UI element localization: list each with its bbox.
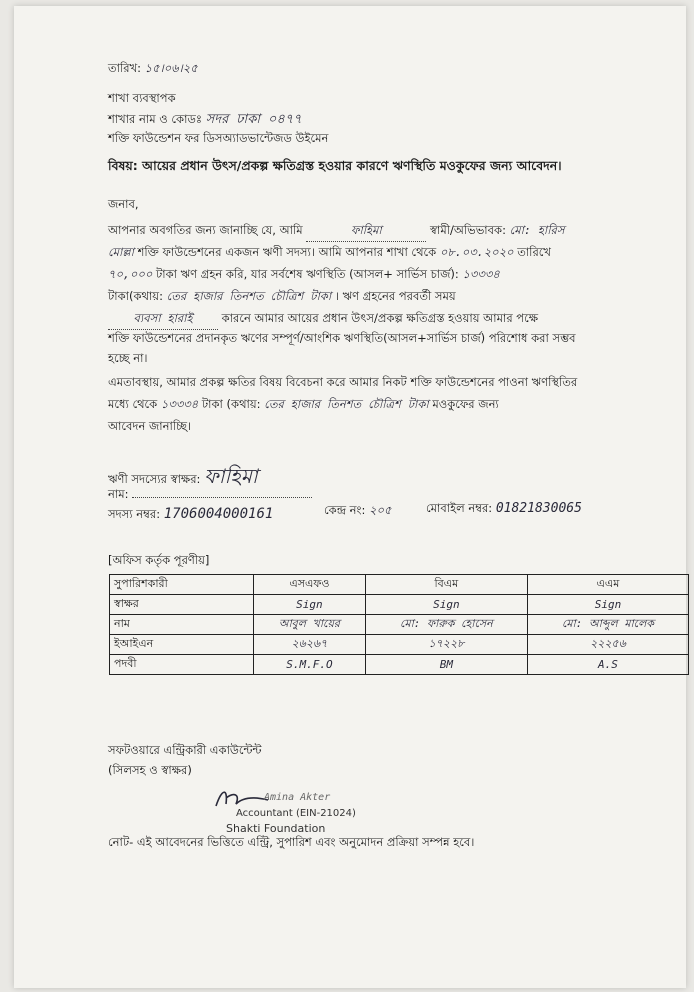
waive-words: তের হাজার তিনশত চৌত্রিশ টাকা [264, 397, 429, 411]
member-name-line [108, 486, 312, 505]
text-segment: মধ্যে থেকে [108, 397, 158, 411]
designation-cell: BM [365, 655, 527, 675]
body-line-6: শক্তি ফাউন্ডেশনের প্রদানকৃত ঋণের সম্পূর্ণ/আংশিক ঋণস্থিতি(আসল+সার্ভিস চার্জ) পরিশোধ করা সম্ভব [108, 331, 576, 345]
text-segment: টাকা (কথায়: [201, 397, 261, 411]
mobile-line [426, 500, 582, 519]
text-segment: তারিখে [517, 245, 551, 259]
text-segment: কারনে আমার আয়ের প্রধান উৎস/প্রকল্প ক্ষতিগ্রস্ত হওয়ায় আমার পক্ষে [221, 311, 539, 325]
body-line-9 [108, 396, 499, 415]
office-signature-table [109, 574, 689, 675]
reason: ব্যবসা হারাই [108, 310, 218, 330]
header-cell: এএম [527, 575, 688, 595]
branch-line [108, 110, 302, 131]
ein-cell: ২৬২৬৭ [254, 635, 366, 655]
body-line-10: আবেদন জানাচ্ছি। [108, 419, 192, 433]
signature-cell: Sign [527, 595, 688, 615]
accountant-line-2: (সিলসহ ও স্বাক্ষর) [108, 763, 192, 777]
table-row [110, 615, 689, 635]
name-label: নাম: [108, 487, 129, 501]
branch-label: শাখার নাম ও কোডঃ [108, 112, 203, 126]
designation-cell: A.S [527, 655, 688, 675]
mobile-value: 01821830065 [495, 501, 582, 516]
footnote: নোট- এই আবেদনের ভিত্তিতে এন্ট্রি, সুপারিশ এবং অনুমোদন প্রক্রিয়া সম্পন্ন হবে। [108, 835, 475, 849]
body-line-7: হচ্ছে না। [108, 351, 148, 365]
office-section-label: [অফিস কর্তৃক পূরণীয়] [108, 553, 210, 567]
text-segment: মওকুফের জন্য [432, 397, 499, 411]
name-cell: আবুল খায়ের [254, 615, 366, 635]
row-label: পদবী [110, 655, 254, 675]
text-segment: আপনার অবগতির জন্য জানাচ্ছি যে, আমি [108, 223, 303, 237]
ein-cell: ২২২৫৬ [527, 635, 688, 655]
stamp-title: Accountant (EIN-21024) [236, 808, 356, 819]
signature-cell: Sign [365, 595, 527, 615]
name-dotted-line [132, 497, 312, 498]
guardian-name: মো: হারিস [509, 223, 565, 237]
designation-cell: S.M.F.O [254, 655, 366, 675]
loan-amount: ৭০,০০০ [108, 267, 153, 281]
table-header-row [110, 575, 689, 595]
ein-cell: ১৭২২৮ [365, 635, 527, 655]
table-row [110, 595, 689, 615]
member-no-value: 1706004000161 [163, 506, 274, 522]
subject: বিষয়: আয়ের প্রধান উৎস/প্রকল্প ক্ষতিগ্রস্ত হওয়ার কারণে ঋণস্থিতি মওকুফের জন্য আবেদন। [108, 158, 562, 173]
center-line [324, 502, 391, 521]
member-number-line [108, 506, 273, 525]
body-line-1 [108, 222, 564, 242]
header-cell: বিএম [365, 575, 527, 595]
accountant-line-1: সফটওয়ারে এন্ট্রিকারী একাউন্টেন্ট [108, 743, 262, 757]
body-line-3 [108, 266, 500, 285]
guardian-name-cont: মোল্লা [108, 245, 134, 259]
body-line-4 [108, 288, 456, 307]
balance-words: তের হাজার তিনশত চৌত্রিশ টাকা [166, 289, 332, 303]
center-value: ২০৫ [369, 503, 392, 517]
mobile-label: মোবাইল নম্বর: [426, 501, 493, 515]
table-row [110, 635, 689, 655]
body-line-5 [108, 310, 538, 330]
date-label: তারিখ: [108, 61, 142, 75]
body-line-8: এমতাবস্থায়, আমার প্রকল্প ক্ষতির বিষয় বিবেচনা করে আমার নিকট শক্তি ফাউন্ডেশনের পাওনা ঋণস্থিতির [108, 375, 578, 389]
application-form [14, 6, 686, 988]
header-cell: সুপারিশকারী [110, 575, 254, 595]
text-segment: । ঋণ গ্রহনের পরবর্তী সময় [334, 289, 456, 303]
row-label: স্বাক্ষর [110, 595, 254, 615]
name-cell: মো: ফারুক হোসেন [365, 615, 527, 635]
name-cell: মো: আব্দুল মালেক [527, 615, 688, 635]
to-line: শাখা ব্যবস্থাপক [108, 91, 176, 105]
stamp-name: Amina Akter [264, 792, 331, 803]
member-signature: ফাহিমা [204, 464, 258, 488]
row-label: নাম [110, 615, 254, 635]
text-segment: স্বামী/অভিভাবক: [430, 223, 506, 237]
signature-label: ঋণী সদস্যের স্বাক্ষর: [108, 472, 201, 486]
center-label: কেন্দ্র নং: [324, 503, 366, 517]
balance-amount: ১৩৩৩৪ [462, 267, 500, 281]
waive-amount: ১৩৩৩৪ [160, 397, 199, 411]
branch-value: সদর ঢাকা ০৪৭৭ [205, 112, 302, 127]
header-cell: এসএফও [254, 575, 366, 595]
body-line-2 [108, 244, 551, 263]
text-segment: টাকা ঋণ গ্রহন করি, যার সর্বশেষ ঋণস্থিতি (আসল+ সার্ভিস চার্জ): [155, 267, 459, 281]
date-value: ১৫।০৬।২৫ [144, 61, 198, 75]
loan-date: ০৮.০৩.২০২০ [439, 245, 514, 259]
text-segment: শক্তি ফাউন্ডেশনের একজন ঋণী সদস্য। আমি আপনার শাখা থেকে [137, 245, 437, 259]
org-line: শক্তি ফাউন্ডেশন ফর ডিসঅ্যাডভান্টেজড উইমেন [108, 131, 329, 145]
signature-cell: Sign [254, 595, 366, 615]
text-segment: টাকা(কথায়: [108, 289, 163, 303]
stamp-org: Shakti Foundation [226, 822, 326, 835]
row-label: ইআইএন [110, 635, 254, 655]
date-line [108, 60, 198, 79]
table-row [110, 655, 689, 675]
member-no-label: সদস্য নম্বর: [108, 507, 161, 521]
borrower-name: ফাহিমা [306, 222, 426, 242]
salutation: জনাব, [108, 197, 139, 211]
